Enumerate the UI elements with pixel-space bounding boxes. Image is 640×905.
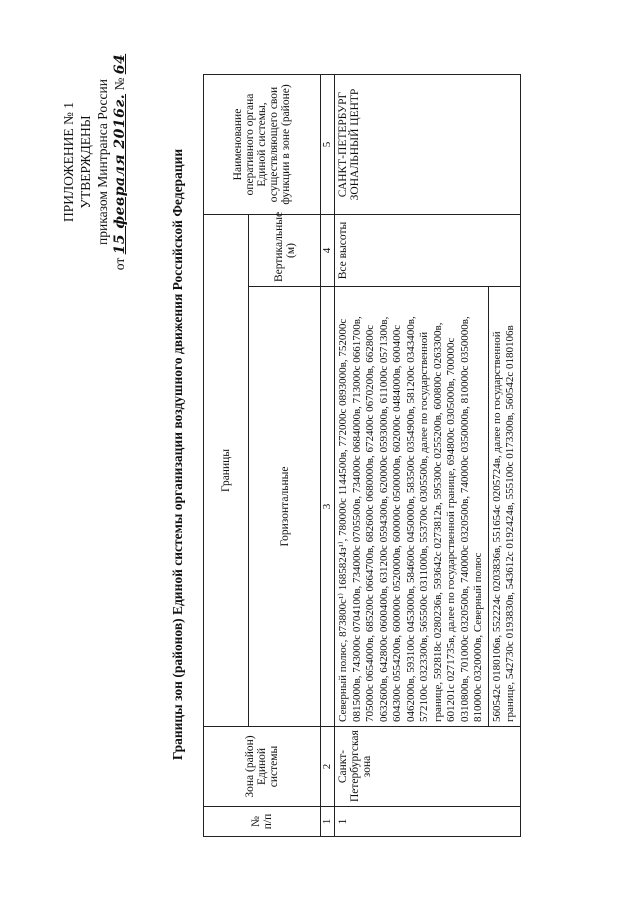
zone-name: Санкт-Петербургская зона <box>335 727 521 807</box>
appendix-number: ПРИЛОЖЕНИЕ № 1 <box>61 101 76 223</box>
approved-label: УТВЕРЖДЕНЫ <box>78 115 93 209</box>
row-number: 1 <box>335 807 521 837</box>
header-num: № п/п <box>204 807 321 837</box>
header-zone: Зона (район) Единой системы <box>204 727 321 807</box>
number-sign: № <box>112 77 127 91</box>
horizontal-borders-exclave: 560542с 0180106в, 552224с 0203836в, 551654с 0205724в, далее по государственной границе, 542730с 0193830в, 543612с 0192424в, 555100с 0173300в, 560542с 0180106в <box>488 287 520 727</box>
header-operator: Наименование оперативного органа Единой системы, осуществляющего свои функции в зоне (районе) <box>204 75 321 215</box>
table-row <box>335 75 489 837</box>
column-number: 2 <box>321 727 335 807</box>
rotated-document-sheet <box>60 32 565 877</box>
column-number: 4 <box>321 215 335 287</box>
order-date-line <box>111 32 129 292</box>
operator-name: САНКТ-ПЕТЕРБУРГ ЗОНАЛЬНЫЙ ЦЕНТР <box>335 75 521 215</box>
header-horizontal: Горизонтальные <box>249 287 321 727</box>
handwritten-order-number: 64 <box>112 53 128 75</box>
handwritten-date: 15 февраля 2016г. <box>112 93 128 255</box>
header-borders: Границы <box>204 215 249 727</box>
vertical-borders: Все высоты <box>335 215 521 287</box>
table-header-row <box>204 75 249 837</box>
column-numbers-row <box>321 75 335 837</box>
column-number: 3 <box>321 287 335 727</box>
header-vertical: Вертикальные (м) <box>249 215 321 287</box>
order-issuer: приказом Минтранса России <box>95 79 110 245</box>
appendix-block <box>60 32 129 292</box>
zone-borders-table <box>203 74 521 837</box>
horizontal-borders-main: Северный полюс, 873800с¹⁾ 1685824з¹⁾, 780000с 1144500в, 772000с 0893000в, 752000с 0815000в, 743000с 0704100в, 734000с 0705500в, 734000с 0684000в, 713000с 0661700в, 705000с 0654000в, 685200с 0664700в, 682600с 0680000в, 672400с 0670200в, 662800с 0632600в, 642800с 0600400в, 631200с 0594300в, 620000с 0593000в, 611000с 0571300в, 604300с 0554200в, 600000с 0520000в, 600000с 0500000в, 602000с 0484000в, 600400с 0462000в, 593100с 0453000в, 584600с 0450000в, 583500с 0354900в, 581200с 0343400в, 572100с 0323300в, 565500с 0311000в, 553700с 0305500в, далее по государственной границе, 592818с 0280236в, 593642с 0273812в, 595300с 0255200в, 600800с 0263300в, 601201с 0271735в, далее по государственной границе, 694800с 0305000в, 700000с 0310800в, 701000с 0320500в, 740000с 0320500в, 740000с 0350000в, 810000с 0350000в, 810000с 0320000в, Северный полюс <box>335 287 489 727</box>
document-title: Границы зон (районов) Единой системы организации воздушного движения Российской Федерации <box>170 148 185 761</box>
column-number: 5 <box>321 75 335 215</box>
column-number: 1 <box>321 807 335 837</box>
date-prefix: от <box>112 257 127 271</box>
